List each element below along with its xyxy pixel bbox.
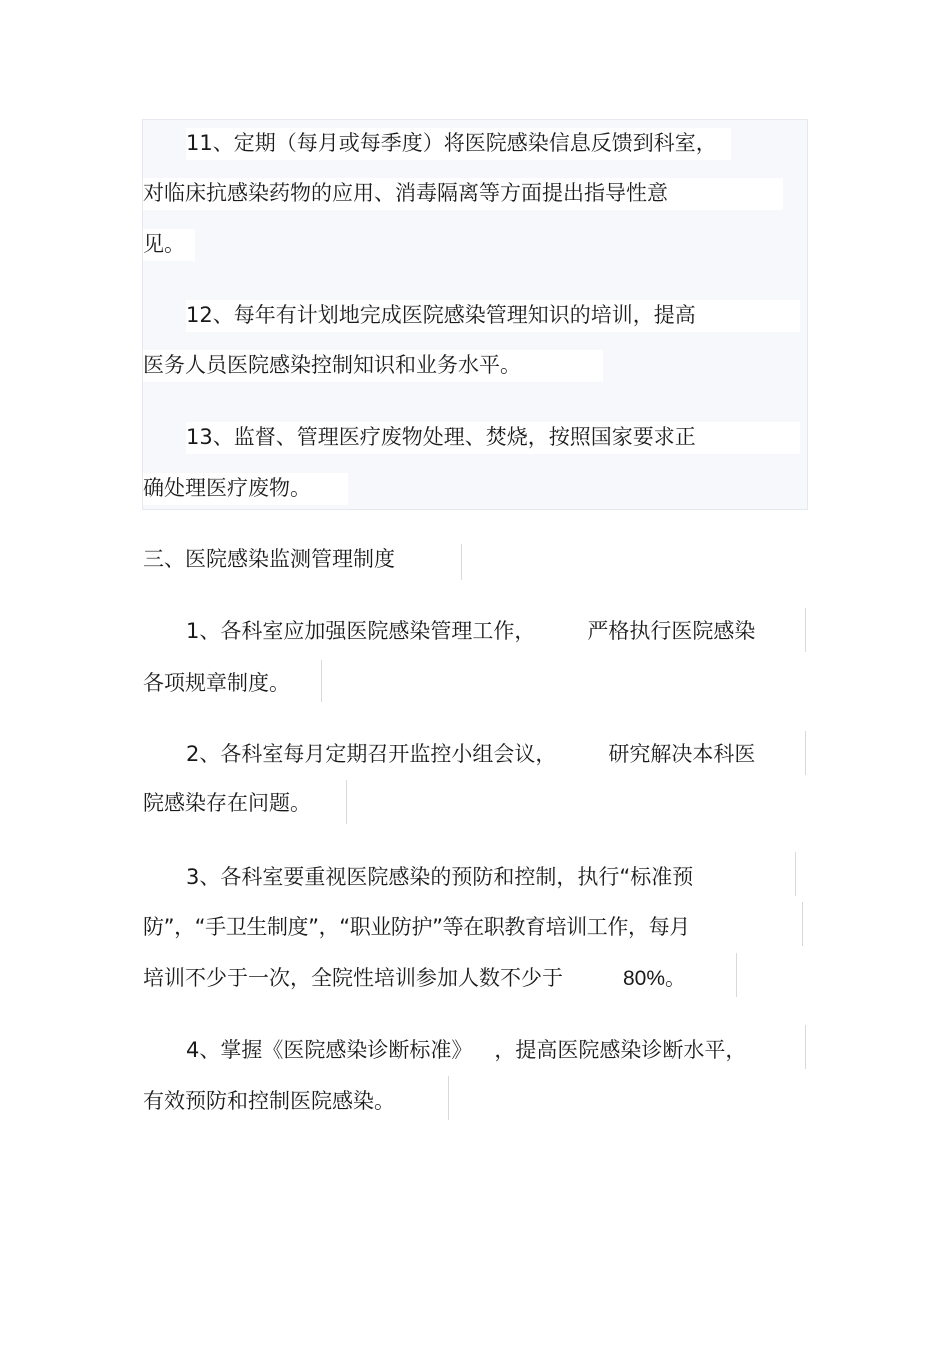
- rule-3-line-2: [143, 902, 803, 946]
- item-11-text-3: 见。: [143, 232, 185, 256]
- item-11-line-3: [143, 229, 195, 261]
- item-12-line-1: [186, 300, 800, 332]
- item-11-line-1: [186, 128, 731, 160]
- rule-4-text-1a: 4、掌握《医院感染诊断标准》: [186, 1038, 473, 1062]
- rule-4-line-2: [143, 1076, 449, 1120]
- rule-3-text-2: 防”，“手卫生制度”，“职业防护”等在职教育培训工作，每月: [143, 915, 690, 939]
- rule-4-text-1b: ，提高医院感染诊断水平，: [494, 1038, 747, 1062]
- rule-4-line-1: [186, 1025, 806, 1069]
- item-13-line-1: [186, 422, 800, 454]
- rule-2-text-1a: 2、各科室每月定期召开监控小组会议，: [186, 742, 557, 766]
- rule-1-text-1a: 1、各科室应加强医院感染管理工作，: [186, 619, 536, 643]
- rule-1-line-1: [186, 608, 806, 652]
- rule-3-text-3a: 培训不少于一次，全院性培训参加人数不少于: [143, 966, 563, 990]
- item-12-text-1: 12、每年有计划地完成医院感染管理知识的培训，提高: [186, 303, 696, 327]
- item-12-text-2: 医务人员医院感染控制知识和业务水平。: [143, 353, 521, 377]
- item-11-text-1: 11、定期（每月或每季度）将医院感染信息反馈到科室，: [186, 131, 717, 155]
- rule-2-text-1b: 研究解决本科医: [608, 742, 756, 766]
- section-heading: [143, 544, 462, 580]
- section-heading-text: 三、医院感染监测管理制度: [143, 547, 395, 571]
- rule-2-line-2: [143, 780, 347, 824]
- rule-3-line-3: [143, 953, 737, 997]
- rule-2-text-2: 院感染存在问题。: [143, 791, 311, 815]
- item-13-line-2: [143, 473, 348, 505]
- item-12-line-2: [143, 350, 603, 382]
- item-11-line-2: [143, 178, 783, 210]
- rule-3-text-1: 3、各科室要重视医院感染的预防和控制，执行“标准预: [186, 865, 694, 889]
- item-13-text-2: 确处理医疗废物。: [143, 476, 311, 500]
- rule-2-line-1: [186, 731, 806, 775]
- rule-4-text-2: 有效预防和控制医院感染。: [143, 1089, 395, 1113]
- rule-3-percent: 80%: [623, 967, 666, 990]
- rule-3-text-3c: 。: [665, 966, 687, 990]
- rule-3-line-1: [186, 852, 796, 896]
- item-13-text-1: 13、监督、管理医疗废物处理、焚烧，按照国家要求正: [186, 425, 696, 449]
- rule-1-text-1b: 严格执行医院感染: [587, 619, 756, 643]
- item-11-text-2: 对临床抗感染药物的应用、消毒隔离等方面提出指导性意: [143, 181, 668, 205]
- rule-1-line-2: [143, 660, 322, 702]
- rule-1-text-2: 各项规章制度。: [143, 671, 290, 695]
